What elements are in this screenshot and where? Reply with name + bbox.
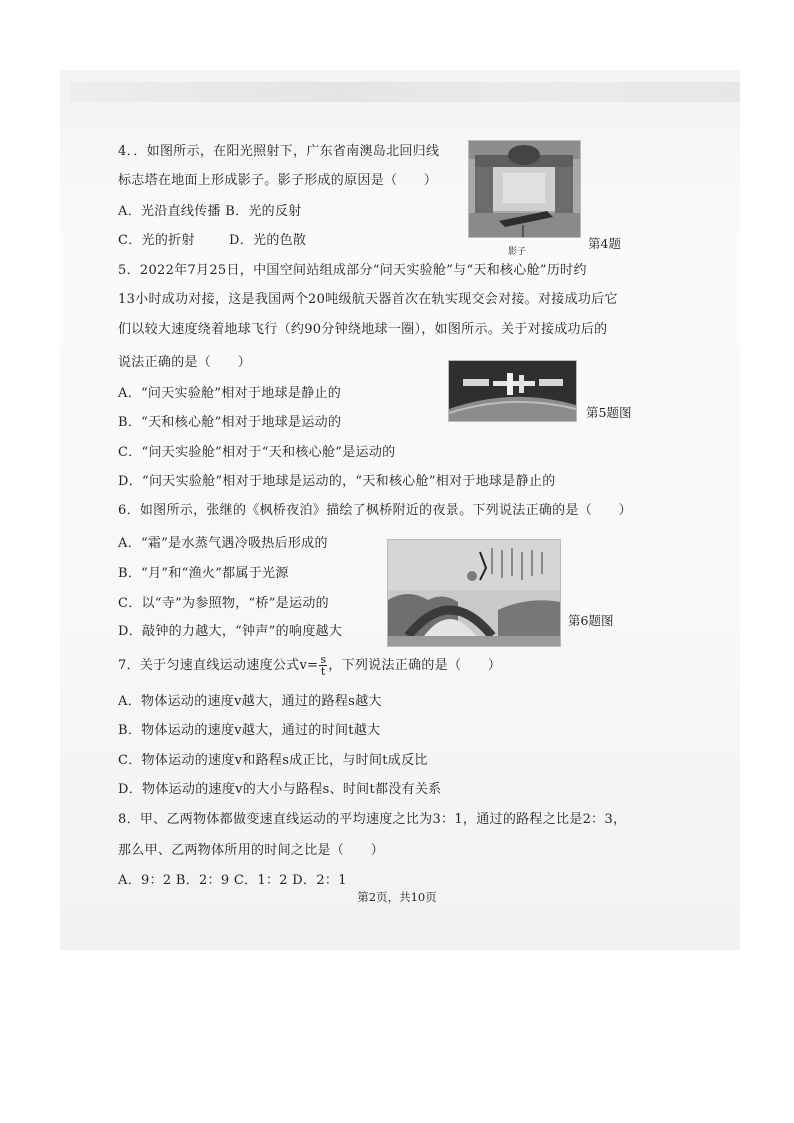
q6-option-b: B．“月”和“渔火”都属于光源 [118,566,289,581]
q5-option-d: D．“问天实验舱”相对于地球是运动的，“天和核心舱”相对于地球是静止的 [118,474,556,489]
q5-option-b: B．“天和核心舱”相对于地球是运动的 [118,415,342,430]
q5-stem-line1: 5．2022年7月25日，中国空间站组成部分“问天实验舱”与“天和核心舱”历时约 [118,263,587,278]
q6-option-a: A．“霜”是水蒸气遇冷吸热后形成的 [118,536,328,551]
q4-figure-tower-photo [468,140,581,238]
q7-option-b: B．物体运动的速度v越大，通过的时间t越大 [118,723,381,738]
q5-stem-line2: 13小时成功对接，这是我国两个20吨级航天器首次在轨实现交会对接。对接成功后它 [118,292,618,307]
q4-options-ab: A．光沿直线传播 B．光的反射 [118,204,302,219]
q6-figure-caption: 第6题图 [568,613,614,628]
q5-stem-line3: 们以较大速度绕着地球飞行（约90分钟绕地球一圈），如图所示。关于对接成功后的 [118,322,608,337]
q5-option-a: A．“问天实验舱”相对于地球是静止的 [118,386,342,401]
q7-fraction-denominator: t [320,665,326,678]
q6-option-d: D．敲钟的力越大，“钟声”的响度越大 [118,624,343,639]
q5-stem-line4: 说法正确的是（ ） [118,355,252,370]
q7-option-c: C．物体运动的速度v和路程s成正比，与时间t成反比 [118,753,428,768]
q5-option-c: C．“问天实验舱”相对于“天和核心舱”是运动的 [118,445,396,460]
q5-figure-caption: 第5题图 [586,405,632,420]
scan-noise-strip [70,82,740,102]
q7-stem-before-formula: 7．关于匀速直线运动速度公式v= [118,658,319,673]
q7-fraction-numerator: s [320,653,327,666]
q8-stem-line2: 那么甲、乙两物体所用的时间之比是（ ） [118,843,385,858]
page-number-footer: 第2页，共10页 [357,890,437,904]
q8-options: A．9：2 B．2：9 C．1：2 D．2：1 [118,873,347,888]
q6-option-c: C．以“寺”为参照物，“桥”是运动的 [118,596,329,611]
q4-figure-caption: 第4题 [588,236,621,251]
q7-velocity-formula-fraction [319,654,327,677]
q5-figure-space-station-photo [448,360,577,422]
q7-option-a: A．物体运动的速度v越大，通过的路程s越大 [118,694,382,709]
q4-figure-label-shadow: 影子 [508,247,527,257]
q4-option-d: D．光的色散 [229,233,307,248]
q4-stem-line1: 4．．如图所示，在阳光照射下，广东省南澳岛北回归线 [118,144,440,159]
q7-stem-after-formula: ，下列说法正确的是（ ） [328,658,502,673]
q4-option-c: C．光的折射 [118,233,195,248]
q6-stem: 6．如图所示，张继的《枫桥夜泊》描绘了枫桥附近的夜景。下列说法正确的是（ ） [118,503,632,518]
q8-stem-line1: 8．甲、乙两物体都做变速直线运动的平均速度之比为3：1，通过的路程之比是2：3， [118,812,627,827]
q6-figure-maple-bridge-painting [387,539,561,647]
q7-option-d: D．物体运动的速度v的大小与路程s、时间t都没有关系 [118,782,442,797]
q7-stem [118,654,501,677]
q4-stem-line2: 标志塔在地面上形成影子。影子形成的原因是（ ） [118,173,438,188]
